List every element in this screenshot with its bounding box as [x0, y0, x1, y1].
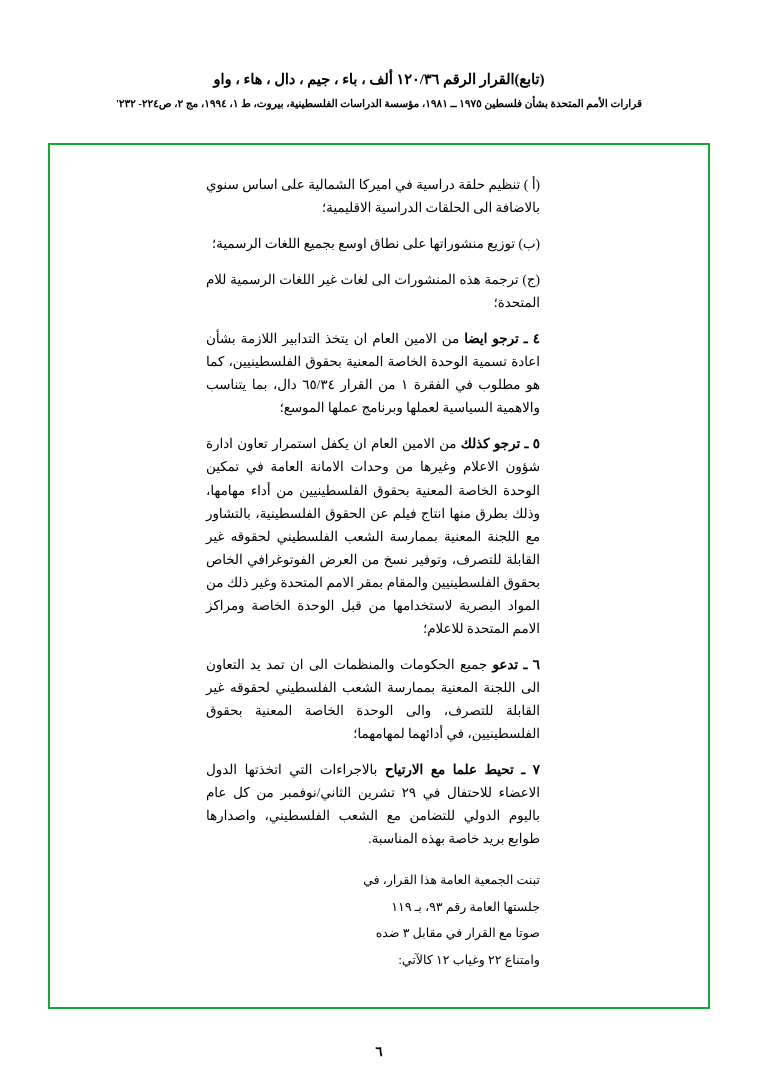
- paragraph-5: [206, 432, 540, 639]
- paragraph-a-text: (أ ) تنظيم حلقة دراسية في اميركا الشمالية على اساس سنوي بالاضافة الى الحلقات الدراسية الاقليمية؛: [206, 177, 540, 216]
- adoption-note-line-2: جلستها العامة رقم ٩٣، بـ ١١٩: [391, 899, 540, 914]
- paragraph-5-text: من الامين العام ان يكفل استمرار تعاون ادارة شؤون الاعلام وغيرها من وحدات الامانة العامة في تمكين الوحدة الخاصة المعنية بحقوق الفلسطينيين من أداء مهامها، وذلك بطرق منها انتاج فيلم عن الحقوق الفلسطينية، بالتشاور مع اللجنة المعنية بممارسة الشعب الفلسطيني لحقوقه غير القابلة للتصرف، وتوفير نسخ من العرض الفوتوغرافي الخاص بحقوق الفلسطينيين والمقام بمقر الامم المتحدة وغير ذلك من المواد البصرية لاستخدامها من قبل الوحدة الخاصة ومراكز الامم المتحدة للاعلام؛: [206, 436, 540, 636]
- paragraph-7-text: بالاجراءات التي اتخذتها الدول الاعضاء للاحتفال في ٢٩ تشرين الثاني/نوفمبر من كل عام باليوم الدولي للتضامن مع الشعب الفلسطيني، واصدارها طوابع بريد خاصة بهذه المناسبة.: [206, 762, 540, 847]
- paragraph-4-text: من الامين العام ان يتخذ التدابير اللازمة بشأن اعادة تسمية الوحدة الخاصة المعنية بحقوق الفلسطينيين، كما هو مطلوب في الفقرة ١ من القرار ٦٥/٣٤ دال، بما يتناسب والاهمية السياسية لعملها وبرنامج عملها الموسع؛: [206, 331, 540, 416]
- paragraph-7: [206, 758, 540, 850]
- paragraph-4-lead: ٤ ـ ترجو ايضا: [464, 331, 540, 347]
- paragraph-7-lead: ٧ ـ تحيط علما مع الارتياح: [384, 762, 540, 778]
- adoption-note-line-4: وامتناع ٢٢ وغياب ١٢ كالآتي:: [398, 952, 540, 967]
- adoption-note-line-3: صوتا مع القرار في مقابل ٣ ضده: [375, 926, 540, 941]
- document-title: (تابع)القرار الرقم ١٢٠/٣٦ ألف ، باء ، جيم ، دال ، هاء ، واو: [213, 72, 545, 88]
- paragraph-5-lead: ٥ ـ ترجو كذلك: [460, 436, 540, 452]
- paragraph-4: [206, 327, 540, 419]
- paragraph-c: [206, 268, 540, 314]
- paragraph-a: [206, 173, 540, 219]
- document-source-citation: قرارات الأمم المتحدة بشأن فلسطين ١٩٧٥ ــ ١٩٨١، مؤسسة الدراسات الفلسطينية، بيروت، ط ١، ١٩٩٤، مج ٢، ص٢٢٤- ٢٣٢': [115, 99, 643, 110]
- document-body: [0, 173, 758, 977]
- document-header: [0, 72, 758, 110]
- page-number: ٦: [375, 1044, 383, 1059]
- paragraph-b: [206, 232, 540, 255]
- paragraph-6-text: جميع الحكومات والمنظمات الى ان تمد يد التعاون الى اللجنة المعنية بممارسة الشعب الفلسطيني لحقوقه غير القابلة للتصرف، والى الوحدة الخاصة المعنية بحقوق الفلسطينيين، في أدائهما لمهامهما؛: [206, 656, 540, 741]
- paragraph-c-text: (ج) ترجمة هذه المنشورات الى لغات غير اللغات الرسمية للام المتحدة؛: [206, 272, 540, 311]
- paragraph-6-lead: ٦ ـ تدعو: [492, 656, 540, 672]
- paragraph-b-text: (ب) توزيع منشوراتها على نطاق اوسع بجميع اللغات الرسمية؛: [211, 236, 540, 252]
- adoption-note-line-1: تبنت الجمعية العامة هذا القرار، في: [363, 873, 540, 888]
- paragraph-6: [206, 653, 540, 745]
- adoption-note: [206, 871, 540, 970]
